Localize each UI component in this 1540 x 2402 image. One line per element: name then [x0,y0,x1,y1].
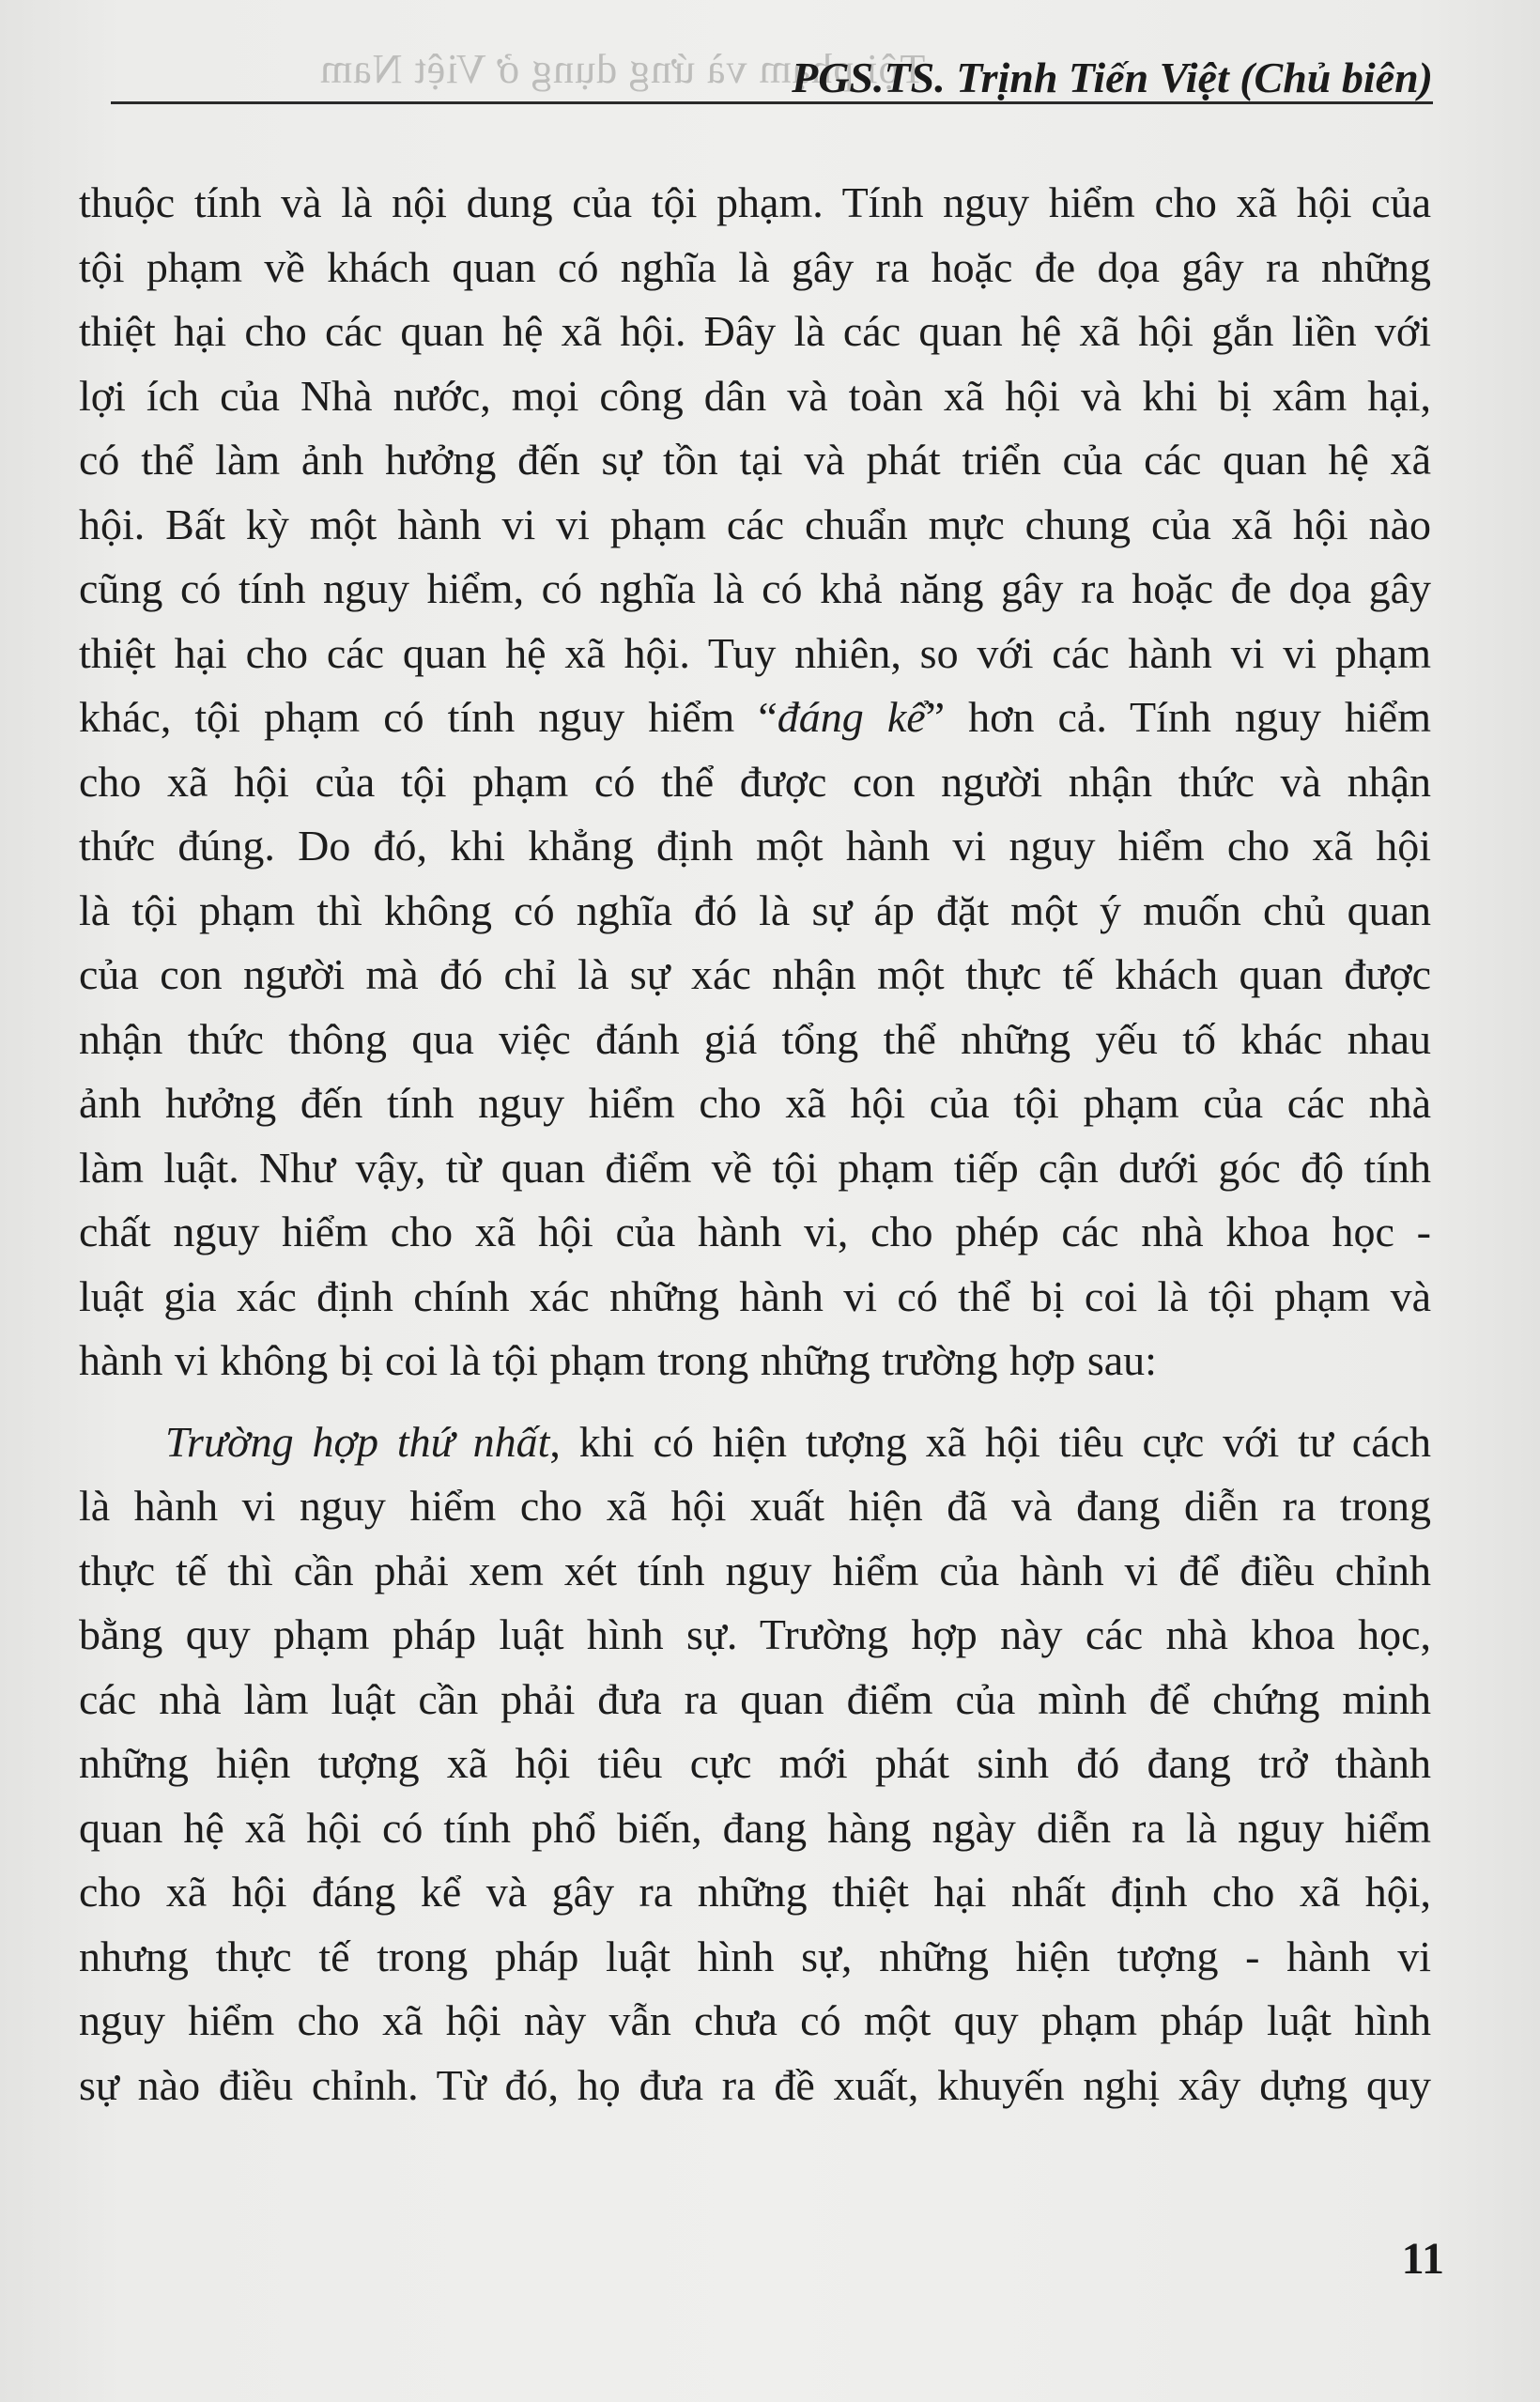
text-segment: khác, tội phạm có tính nguy hiểm “ [79,693,778,741]
text-line: nhận thức thông qua việc đánh giá tổng thể những yếu tố khác nhau [79,1014,1431,1063]
text-line: hội. Bất kỳ một hành vi vi phạm các chuẩn mực chung của xã hội nào [79,500,1431,548]
text-segment: , khi có hiện tượng xã hội tiêu cực với tư cách [549,1417,1431,1466]
text-line: nhưng thực tế trong pháp luật hình sự, những hiện tượng - hành vi [79,1932,1431,1980]
running-header [111,0,1433,104]
paragraph-gap [79,1393,1431,1410]
text-line: thiệt hại cho các quan hệ xã hội. Đây là các quan hệ xã hội gắn liền với [79,307,1431,355]
text-line: sự nào điều chỉnh. Từ đó, họ đưa ra đề xuất, khuyến nghị xây dựng quy [79,2060,1431,2109]
text-line: làm luật. Như vậy, từ quan điểm về tội phạm tiếp cận dưới góc độ tính [79,1143,1431,1192]
header-author-title: PGS.TS. Trịnh Tiến Việt (Chủ biên) [792,54,1433,101]
text-line: bằng quy phạm pháp luật hình sự. Trường hợp này các nhà khoa học, [79,1610,1431,1658]
paragraph-2 [79,1410,1431,2118]
text-line: thuộc tính và là nội dung của tội phạm. Tính nguy hiểm cho xã hội của [79,178,1431,226]
text-line: thực tế thì cần phải xem xét tính nguy hiểm của hành vi để điều chỉnh [79,1546,1431,1594]
text-line: cho xã hội của tội phạm có thể được con người nhận thức và nhận [79,757,1431,806]
paragraph-1 [79,171,1431,1393]
text-line: thức đúng. Do đó, khi khẳng định một hành vi nguy hiểm cho xã hội [79,822,1431,870]
text-line: những hiện tượng xã hội tiêu cực mới phát sinh đó đang trở thành [79,1739,1431,1787]
text-line: nguy hiểm cho xã hội này vẫn chưa có một quy phạm pháp luật hình [79,1996,1431,2044]
text-line: hành vi không bị coi là tội phạm trong những trường hợp sau: [79,1336,1157,1384]
text-line: ảnh hưởng đến tính nguy hiểm cho xã hội của tội phạm của các nhà [79,1079,1431,1127]
text-line: có thể làm ảnh hưởng đến sự tồn tại và phát triển của các quan hệ xã [79,436,1431,484]
text-line: là hành vi nguy hiểm cho xã hội xuất hiện đã và đang diễn ra trong [79,1482,1431,1530]
body-text [79,171,1431,2117]
text-line: lợi ích của Nhà nước, mọi công dân và toàn xã hội và khi bị xâm hại, [79,371,1431,420]
text-line: tội phạm về khách quan có nghĩa là gây ra hoặc đe dọa gây ra những [79,242,1431,291]
text-line: cho xã hội đáng kể và gây ra những thiệt hại nhất định cho xã hội, [79,1868,1431,1916]
page-number: 11 [1401,2234,1444,2284]
text-line-emphasis [79,685,1431,750]
text-line: của con người mà đó chỉ là sự xác nhận một thực tế khách quan được [79,950,1431,998]
text-line-lead [79,1410,1431,1475]
italic-emphasis: đáng kể [777,693,926,741]
text-line: luật gia xác định chính xác những hành vi có thể bị coi là tội phạm và [79,1271,1431,1320]
text-line: chất nguy hiểm cho xã hội của hành vi, cho phép các nhà khoa học - [79,1208,1431,1255]
text-line: thiệt hại cho các quan hệ xã hội. Tuy nhiên, so với các hành vi vi phạm [79,628,1431,677]
italic-lead: Trường hợp thứ nhất [165,1417,550,1466]
text-segment: ” hơn cả. Tính nguy hiểm [925,693,1431,741]
text-line: là tội phạm thì không có nghĩa đó là sự áp đặt một ý muốn chủ quan [79,885,1431,934]
text-line: cũng có tính nguy hiểm, có nghĩa là có khả năng gây ra hoặc đe dọa gây [79,564,1431,612]
text-line: các nhà làm luật cần phải đưa ra quan điểm của mình để chứng minh [79,1674,1431,1723]
text-line: quan hệ xã hội có tính phổ biến, đang hàng ngày diễn ra là nguy hiểm [79,1803,1431,1852]
bleed-through-text: Tội phạm và ứng dụng ở Việt Nam [319,46,926,92]
